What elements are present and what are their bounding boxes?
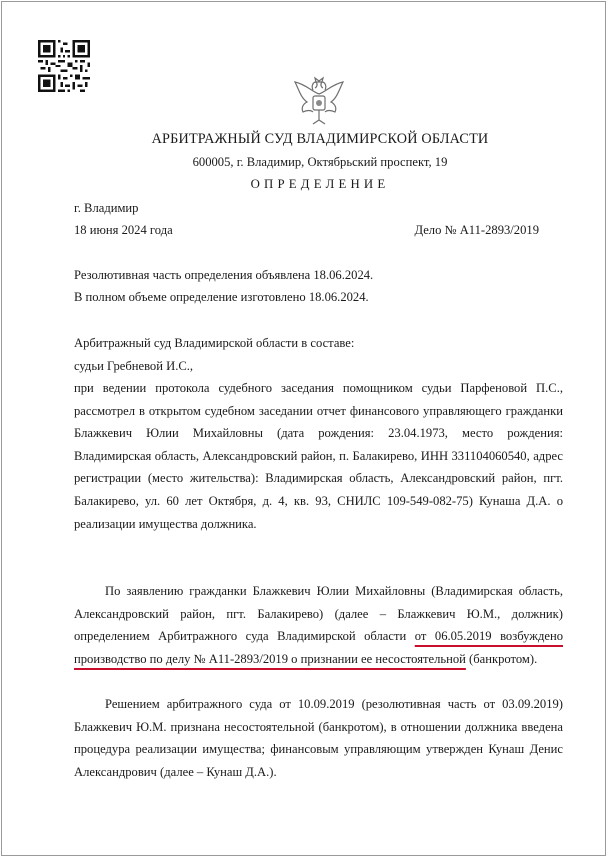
city-line: г. Владимир bbox=[74, 201, 139, 215]
paragraph-initiation-tail: (банкротом). bbox=[465, 651, 538, 666]
paragraph-initiation-text: По заявлению гражданки Блажкевич Юлии Михайловны (Владимирская область, Александровский район, пгт. Балакирево) (далее – Блажкевич Ю.М., должник) определением Арбитражного суда Владимирской области bbox=[74, 584, 563, 644]
paragraph-initiation bbox=[74, 580, 563, 670]
date-line: 18 июня 2024 года bbox=[74, 223, 173, 237]
paragraph-decision: Решением арбитражного суда от 10.09.2019 (резолютивная часть от 03.09.2019) Блажкевич Ю.М. признана несостоятельной (банкротом), в отношении должника введена процедура реализации имущества; финансовым управляющим утвержден Кунаш Денис Александрович (далее – Кунаш Д.А.). bbox=[74, 697, 563, 779]
composition-line-2: судьи Гребневой И.С., bbox=[74, 359, 194, 373]
composition-body: при ведении протокола судебного заседания помощником судьи Парфеновой П.С., рассмотрел в открытом судебном заседании отчет финансового управляющего гражданки Блажкевич Юлии Михайловны (дата рождения: 23.04.1973, место рождения: Владимирская область, Александровский район, п. Балакирево, ИНН 331104060540, адрес регистрации (место жительства): Владимирская область, Александровский район, пгт. Балакирево, ул. 60 лет Октября, д. 4, кв. 93, СНИЛС 109-549-082-75) Кунаша Д.А. о реализации имущества должника. bbox=[74, 381, 563, 531]
resolution-announced-line: Резолютивная часть определения объявлена 18.06.2024. bbox=[74, 268, 374, 282]
court-address: 600005, г. Владимир, Октябрьский проспект, 19 bbox=[192, 155, 448, 169]
qr-code bbox=[38, 40, 90, 92]
composition-line-1: Арбитражный суд Владимирской области в составе: bbox=[74, 336, 355, 350]
case-number: Дело № А11-2893/2019 bbox=[414, 223, 539, 237]
coat-of-arms-icon bbox=[291, 76, 347, 130]
highlighted-phrase: от 06.05.2019 возбуждено производство по делу № А11-2893/2019 о признании ее несостоятельной bbox=[74, 629, 564, 666]
document-type-heading: ОПРЕДЕЛЕНИЕ bbox=[250, 177, 390, 191]
court-name: АРБИТРАЖНЫЙ СУД ВЛАДИМИРСКОЙ ОБЛАСТИ bbox=[151, 131, 489, 147]
full-text-prepared-line: В полном объеме определение изготовлено 18.06.2024. bbox=[74, 290, 369, 304]
